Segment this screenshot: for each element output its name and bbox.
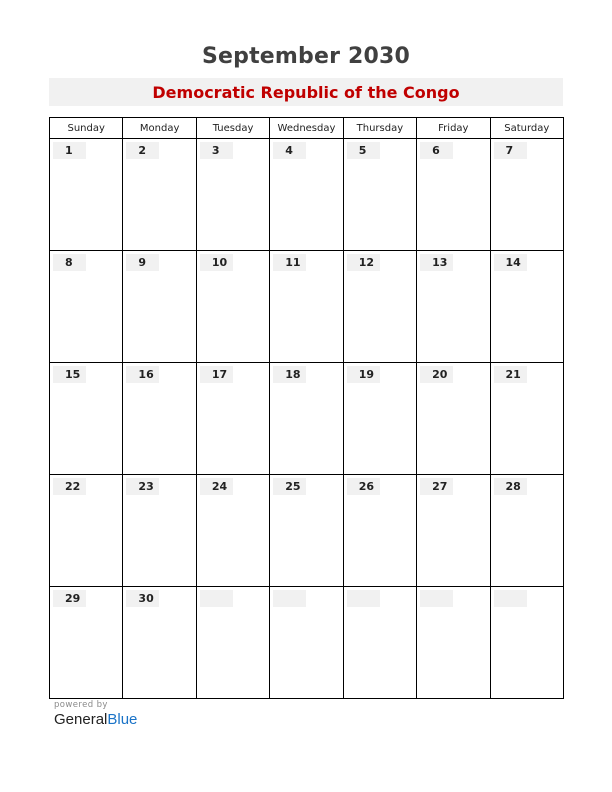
empty-day-box	[273, 590, 306, 607]
day-cell	[343, 139, 416, 251]
day-number: 20	[420, 366, 453, 383]
empty-day-box	[347, 590, 380, 607]
weekday-header-row	[50, 118, 564, 139]
day-number: 13	[420, 254, 453, 271]
day-cell	[270, 139, 343, 251]
day-number: 24	[200, 478, 233, 495]
day-cell	[270, 251, 343, 363]
day-cell	[123, 475, 196, 587]
day-number: 26	[347, 478, 380, 495]
day-cell	[196, 475, 269, 587]
day-number: 15	[53, 366, 86, 383]
day-number: 6	[420, 142, 453, 159]
day-number: 30	[126, 590, 159, 607]
day-cell	[490, 139, 563, 251]
day-number: 5	[347, 142, 380, 159]
day-number: 29	[53, 590, 86, 607]
day-cell	[270, 363, 343, 475]
country-name: Democratic Republic of the Congo	[152, 82, 460, 102]
weekday-wednesday: Wednesday	[270, 118, 343, 139]
day-number: 17	[200, 366, 233, 383]
day-number: 9	[126, 254, 159, 271]
day-cell	[417, 475, 490, 587]
brand-blue: Blue	[107, 711, 138, 728]
weekday-friday: Friday	[417, 118, 490, 139]
day-number: 16	[126, 366, 159, 383]
week-row-3	[50, 363, 564, 475]
empty-day-box	[494, 590, 527, 607]
generalblue-logo[interactable]	[54, 711, 137, 728]
weekday-tuesday: Tuesday	[196, 118, 269, 139]
week-row-5	[50, 587, 564, 699]
day-number: 28	[494, 478, 527, 495]
weekday-saturday: Saturday	[490, 118, 563, 139]
day-number: 11	[273, 254, 306, 271]
day-number: 3	[200, 142, 233, 159]
day-number: 4	[273, 142, 306, 159]
day-number: 1	[53, 142, 86, 159]
day-cell	[123, 139, 196, 251]
day-cell	[196, 139, 269, 251]
day-number: 22	[53, 478, 86, 495]
day-cell	[50, 139, 123, 251]
day-number: 10	[200, 254, 233, 271]
powered-by-text: powered by	[54, 700, 108, 710]
day-number: 14	[494, 254, 527, 271]
empty-day-box	[200, 590, 233, 607]
day-number: 21	[494, 366, 527, 383]
day-cell	[417, 251, 490, 363]
day-cell	[490, 251, 563, 363]
day-cell	[196, 363, 269, 475]
day-cell	[343, 475, 416, 587]
day-cell	[123, 251, 196, 363]
day-cell	[343, 363, 416, 475]
day-cell	[50, 363, 123, 475]
week-row-2	[50, 251, 564, 363]
day-number: 8	[53, 254, 86, 271]
day-cell	[123, 363, 196, 475]
day-cell	[123, 587, 196, 699]
day-cell	[343, 251, 416, 363]
day-cell	[490, 363, 563, 475]
day-cell	[417, 363, 490, 475]
day-cell	[270, 587, 343, 699]
day-cell	[417, 139, 490, 251]
calendar-title: September 2030	[201, 44, 411, 69]
brand-general: General	[54, 711, 108, 728]
weekday-thursday: Thursday	[343, 118, 416, 139]
weekday-monday: Monday	[123, 118, 196, 139]
day-number: 23	[126, 478, 159, 495]
week-row-1	[50, 139, 564, 251]
calendar-grid	[49, 117, 564, 699]
empty-day-box	[420, 590, 453, 607]
day-number: 19	[347, 366, 380, 383]
day-cell	[196, 251, 269, 363]
day-number: 7	[494, 142, 527, 159]
day-cell	[50, 251, 123, 363]
day-number: 18	[273, 366, 306, 383]
day-cell	[490, 587, 563, 699]
day-number: 12	[347, 254, 380, 271]
day-cell	[417, 587, 490, 699]
day-number: 2	[126, 142, 159, 159]
day-cell	[50, 587, 123, 699]
day-cell	[50, 475, 123, 587]
week-row-4	[50, 475, 564, 587]
country-banner	[49, 78, 563, 106]
day-cell	[196, 587, 269, 699]
day-cell	[490, 475, 563, 587]
day-cell	[270, 475, 343, 587]
weekday-sunday: Sunday	[50, 118, 123, 139]
day-number: 27	[420, 478, 453, 495]
day-number: 25	[273, 478, 306, 495]
footer-branding	[54, 700, 137, 728]
day-cell	[343, 587, 416, 699]
